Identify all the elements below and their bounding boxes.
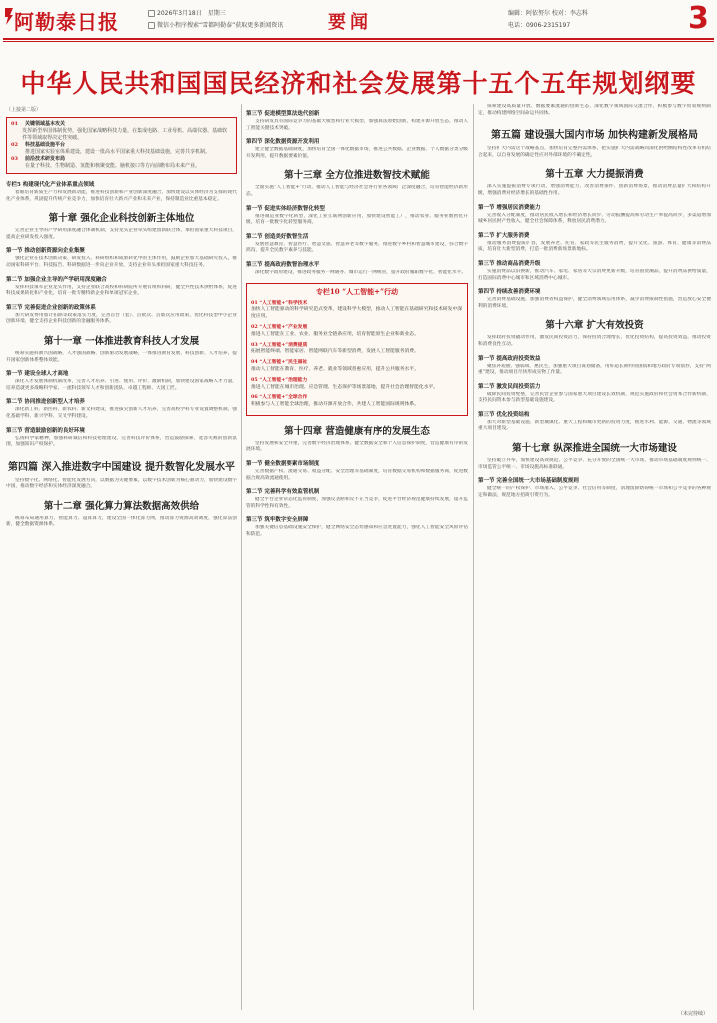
sidebar-item-label: 04 “人工智能+”民生福祉 (251, 359, 308, 366)
subheading: 第二节 完善科学有效监管机制 (246, 489, 320, 496)
paper-name: 阿勒泰日报 (14, 10, 119, 34)
sidebar-item (251, 342, 463, 357)
column-2 (246, 104, 468, 541)
paragraph: 聚焦补短板、强弱项、惠民生，加强重大项目谋划储备，用好超长期特别国债和地方政府专项债券，支持“两重”建设，推动项目尽快形成实物工作量。 (478, 363, 711, 376)
paragraph: 建立健全数据基础制度，加快培育全国一体化数据市场，推进公共数据、企业数据、个人数据分类分级开发利用，提升数据要素价值。 (246, 147, 468, 159)
page-number: 3 (688, 1, 709, 36)
paragraph: 健全统一的产权保护、市场准入、公平竞争、社会信用等制度，清理废除妨碍统一市场和公平竞争的各种规定和做法，规范地方招商引资行为。 (478, 486, 711, 498)
list-item-text (11, 128, 232, 142)
paragraph: 推进制造业数字化转型，深化工业互联网创新应用，加快建设智能工厂，推动农业、服务业数智化升级，培育一批数字化转型服务商。 (246, 213, 468, 226)
paragraph: 坚持数字化、网络化、智能化发展方向，以数据为关键要素，以数字技术创新为核心驱动力，加快建设数字中国，推动数字经济和实体经济深度融合。 (6, 477, 237, 490)
subheading: 第二节 激发民间投资活力 (478, 383, 541, 390)
subscribe-line (148, 20, 283, 29)
sidebar-item-label: 02 “人工智能+”产业发展 (251, 323, 308, 330)
subheading: 第二节 创造美好数智生活 (246, 233, 309, 240)
paragraph: 加大对新型基础设施、新型城镇化、重大工程和城市更新的投资力度，推进水利、能源、交通、物流等领域重大项目建设。 (478, 419, 711, 432)
subheading: 第三节 优化投资结构 (478, 411, 530, 418)
sidebar-item (251, 377, 463, 392)
sidebar-item-text: 推进人工智能在工业、农业、服务业全链条应用，培育智能原生企业和新业态。 (251, 331, 419, 337)
subheading: 第一节 增强居民消费能力 (478, 204, 541, 211)
list-item-text (11, 149, 232, 156)
paragraph: 加大研发费用加计扣除等政策落实力度，完善首台（套）、首批次、首版次应用政策，优化科技型中小企业创新环境，健全支持企业科技创新的金融服务体系。 (6, 312, 237, 325)
subheading: 专栏5 构建现代化产业体系重点领域 (6, 182, 95, 188)
section-title: 要闻 (328, 12, 372, 33)
item-title: 科技基础设施平台 (25, 142, 66, 148)
subheading: 第一节 完善全国统一大市场基础制度规则 (478, 478, 579, 485)
subheading: 第二节 加强企业主导的产学研用深度融合 (6, 276, 107, 283)
paragraph: 深化人才发展体制机制改革，完善人才培养、引进、使用、评价、激励机制，加快建设国家战略人才力量，培养造就更多战略科学家、一流科技领军人才和创新团队、卓越工程师、大国工匠。 (6, 379, 237, 391)
sidebar-title: 专栏10 “人工智能+”行动 (315, 286, 399, 296)
sidebar-item-label: 06 “人工智能+”全球合作 (251, 394, 308, 401)
paragraph: 完善消费基础设施，加强消费者权益保护，健全消费领域信用体系，减少消费限制性措施，营造放心安全便利的消费环境。 (478, 297, 711, 309)
subheading: 第四节 深化数据资源开发利用 (246, 139, 320, 146)
item-text: 在量子科技、生物制造、氢能和核聚变能、脑机接口等方向前瞻布局未来产业。 (25, 163, 201, 169)
subheading: 第四节 持续改善消费环境 (478, 289, 541, 296)
sidebar-item (251, 300, 463, 321)
editor-line: 编辑：阿依努尔 校对：李志科 (508, 10, 588, 17)
paragraph: 加强关键信息基础设施安全保护，健全网络安全态势感知和应急处置能力，强化人工智能安全风险评估和防范。 (246, 525, 468, 538)
masthead-rule-thin (3, 41, 714, 42)
ai-plus-sidebar (246, 283, 468, 416)
subheading: 第二节 扩大服务消费 (478, 232, 530, 239)
paragraph: 完善收入分配制度，推动居民收入增长和经济增长同步、劳动报酬提高和劳动生产率提高同步，多渠道增加城乡居民财产性收入，健全社会保障体系，释放居民消费潜力。 (478, 212, 711, 225)
subheading: 第一节 提高政府投资效益 (478, 355, 541, 362)
paragraph: 深化数字政府建设，推进政务服务一网通办、城市运行一网统管，提升政府履职数字化、智能化水平。 (255, 269, 466, 275)
continued-note: （上接第二版） (6, 107, 42, 113)
paragraph: 发挥政府投资撬动作用，激发民间投资活力，保持投资合理增长，优化投资结构，提高投资效益，推动投资和消费良性互动。 (478, 335, 711, 347)
paragraph: 坚持扩大内需这个战略基点，加快培育完整内需体系，把实施扩大内需战略同深化供给侧结构性改革有机结合起来，以自身发展的确定性应对外部环境的不确定性。 (478, 146, 711, 158)
list-item-text (11, 163, 232, 170)
date-line (148, 8, 226, 17)
sidebar-item (251, 359, 463, 374)
sidebar-item-label: 01 “人工智能+”科学技术 (251, 299, 308, 306)
list-item (11, 142, 232, 149)
chapter-heading: 第十三章 全方位推进数智技术赋能 (284, 170, 430, 182)
paragraph: 发挥科技领军企业龙头作用，支持企业联合高校和科研院所开展有组织科研，健全共性技术供给体系，促进科技成果转化和产业化，培育一批专精特新企业和单项冠军企业。 (6, 284, 237, 297)
paragraph: 统筹实施科教兴国战略、人才强国战略、创新驱动发展战略，一体推进教育发展、科技创新、人才培养，提升国家创新体系整体效能。 (6, 350, 237, 363)
paragraph: 着眼培育新质生产力和发展新动能，推进科技创新和产业创新深度融合，加快建设以实体经济为支撑的现代化产业体系，巩固提升传统产业竞争力，加快培育壮大新兴产业和未来产业，保持制造业比重基本稳定。 (6, 190, 237, 202)
column-divider (241, 104, 242, 1010)
to-be-continued: （未完待续） (678, 1011, 709, 1017)
subheading: 第三节 完善促进企业创新的政策体系 (6, 304, 96, 311)
subheading: 第三节 促进模型算法迭代创新 (246, 111, 320, 117)
subheading: 第三节 筑牢数字安全屏障 (246, 517, 309, 524)
subheading: 第三节 提高政府数智治理水平 (246, 261, 320, 268)
column-3 (478, 104, 711, 501)
paragraph: 坚持破立并举，加快建设高效规范、公平竞争、充分开放的全国统一大市场，推动市场基础制度规则统一、市场监管公平统一、市场设施高标准联通。 (478, 458, 711, 470)
chapter-heading: 第十六章 扩大有效投资 (545, 320, 644, 332)
masthead-rule (3, 38, 714, 40)
chapter-heading: 第十章 强化企业科技创新主体地位 (48, 213, 195, 225)
sidebar-item-text: 加快人工智能驱动的科学研究范式变革，建设科学大模型，推动人工智能在基础研究和技术研发中深度应用。 (251, 307, 463, 320)
chapter-heading: 第十五章 大力提振消费 (545, 169, 644, 181)
chapter-heading: 第十二章 强化算力算法数据高效供给 (43, 500, 200, 512)
chapter-heading: 第十七章 纵深推进全国统一大市场建设 (512, 443, 677, 455)
sidebar-item (251, 324, 463, 339)
paragraph: 发展智慧教育、智慧医疗、智慧文旅、智慧养老等数字服务，推进数字乡村和智慧城市建设，弥合数字鸿沟，提升全民数字素养与技能。 (246, 241, 468, 254)
paragraph: 完善企业主导的产学研用深度融合体制机制，支持龙头企业牵头组建创新联合体，承担国家重大科技项目，提高企业研发投入强度。 (6, 228, 237, 240)
phone-line: 电话：0906-2315197 (508, 22, 571, 29)
paragraph: 破除民间投资壁垒，完善民营企业参与国家重大项目建设长效机制，规范实施政府和社会资本合作新机制，支持民间资本参与新型基础设施建设。 (478, 391, 711, 404)
sidebar-item-label: 03 “人工智能+”消费提质 (251, 341, 308, 348)
paragraph: 深入实施提振消费专项行动，增强消费能力、改善消费条件、创新消费场景，推动消费总量扩大和结构升级，增强消费对经济增长的基础性作用。 (478, 184, 711, 196)
main-headline: 中华人民共和国国民经济和社会发展第十五个五年规划纲要 (20, 69, 697, 98)
paragraph: 深化新工科、新医科、新农科、新文科建设，推进拔尖创新人才培养，完善高校学科专业设置调整机制，强化基础学科、新兴学科、交叉学科建设。 (6, 407, 237, 419)
paragraph: 统筹布局通用算力、智能算力、超算算力，建设全国一体化算力网，推动算力资源高效调度，强化算法创新，健全数据资源体系。 (6, 515, 237, 528)
sidebar-item (251, 394, 463, 409)
paragraph: 健全平台企业常态化监管制度，加强反垄断和反不正当竞争，促进平台经济规范健康持续发展，提升监管的科学性和有效性。 (246, 497, 468, 509)
calendar-icon (148, 10, 155, 17)
feature-box (6, 117, 237, 174)
subheading: 第三节 推动商品消费升级 (478, 260, 541, 267)
part-heading: 第五篇 建设强大国内市场 加快构建新发展格局 (491, 130, 698, 142)
paragraph: 支持研发具有国际竞争力的基础大模型和行业大模型，加强算法原始创新，构建开源开放生态，推动人工智能关键技术突破。 (246, 119, 468, 131)
sidebar-item-text: 推动人工智能在教育、医疗、养老、就业等领域普惠应用，提升公共服务水平。 (251, 366, 419, 372)
list-item (11, 156, 232, 163)
chapter-heading: 第十四章 营造健康有序的发展生态 (284, 425, 430, 437)
paragraph: 强化企业在技术创新决策、研发投入、科研组织和成果转化中的主体作用，鼓励企业加大基础研究投入，推动国家科研平台、科技报告、科研数据进一步向企业开放，支持企业牵头承担国家重大科技任务。 (6, 256, 237, 268)
item-text: 发挥新型举国体制优势，强化国家战略科技力量，在集成电路、工业母机、高端仪器、基础软件等领域取得决定性突破。 (22, 128, 228, 141)
subheading: 第二节 协同推进创新型人才培养 (6, 399, 85, 406)
sidebar-item-text: 推进人工智能在城市治理、应急管理、生态保护等场景落地，提升社会治理智能化水平。 (251, 384, 439, 390)
subheading: 第一节 建设全球人才高地 (6, 371, 69, 378)
column-1 (6, 104, 237, 531)
subheading: 第一节 促进实体经济数智化转型 (246, 205, 325, 212)
paragraph: 完善数据产权、流通交易、收益分配、安全治理等基础制度，培育数据交易机构和数据服务商，促进数据合规高效流通使用。 (246, 469, 468, 481)
wechat-icon (148, 22, 155, 29)
item-number: 02 (11, 142, 18, 148)
item-number: 01 (11, 121, 18, 127)
part-heading: 第四篇 深入推进数字中国建设 提升数智化发展水平 (8, 461, 235, 473)
item-title: 前沿技术研发布局 (25, 156, 66, 162)
chapter-heading: 第十一章 一体推进教育科技人才发展 (43, 335, 200, 347)
paragraph: 探索建设高质量开放、数据要素流通的创新生态，深化数字领域国际交流合作，积极参与数字贸易规则制定，推动构建网络空间命运共同体。 (478, 104, 711, 116)
subheading: 第一节 健全数据要素市场制度 (246, 461, 320, 468)
list-item (11, 121, 232, 128)
sidebar-item-label: 05 “人工智能+”治理能力 (251, 376, 308, 383)
subscribe-text: 微信小程序搜索“雪都阿勒泰”获取更多新闻资讯 (157, 22, 284, 29)
item-title: 关键领域基本攻关 (25, 121, 66, 127)
subheading: 第一节 推动创新资源向企业集聚 (6, 248, 85, 255)
paragraph: 弘扬科学家精神，加强科研诚信和科技伦理建设，完善科技评价体系，营造鼓励探索、宽容失败的创新氛围，加强知识产权保护。 (6, 435, 237, 448)
paragraph: 全面实施“人工智能+”行动，推动人工智能与经济社会各行业各领域广泛深度融合，培育智能经济新形态。 (246, 185, 468, 197)
sidebar-item-text: 拓展智能终端、智能家居、智能网联汽车等新型消费，发展人工智能服务消费。 (251, 349, 419, 355)
column-divider (473, 104, 474, 1010)
sidebar-item-text: 积极参与人工智能全球治理，推动开源开放合作，共建人工智能国际规则体系。 (251, 402, 419, 408)
item-text: 推进国家实验室体系建设，建设一批高水平国家重大科技基础设施，完善共享机制。 (25, 149, 211, 155)
paragraph: 坚持发展和安全并重，完善数字经济治理体系，健全数据安全和个人信息保护制度，营造健康有序的发展环境。 (246, 440, 468, 453)
masthead (0, 0, 717, 42)
paragraph: 实施消费品以旧换新，推动汽车、家电、家居等大宗消费更新升级，培育国货潮品，提升消费品供给质量，打造国际消费中心城市和区域消费中心城市。 (478, 268, 711, 281)
item-number: 03 (11, 156, 18, 162)
paragraph: 推动服务消费提质扩容，发展养老、托育、家政等民生服务消费，提升文化、旅游、体育、健康等消费品质，培育壮大新型消费，打造一批消费新场景新地标。 (478, 240, 711, 253)
date-text: 2026年3月18日 星期三 (157, 10, 226, 17)
subheading: 第三节 营造鼓励创新的良好环境 (6, 427, 85, 434)
